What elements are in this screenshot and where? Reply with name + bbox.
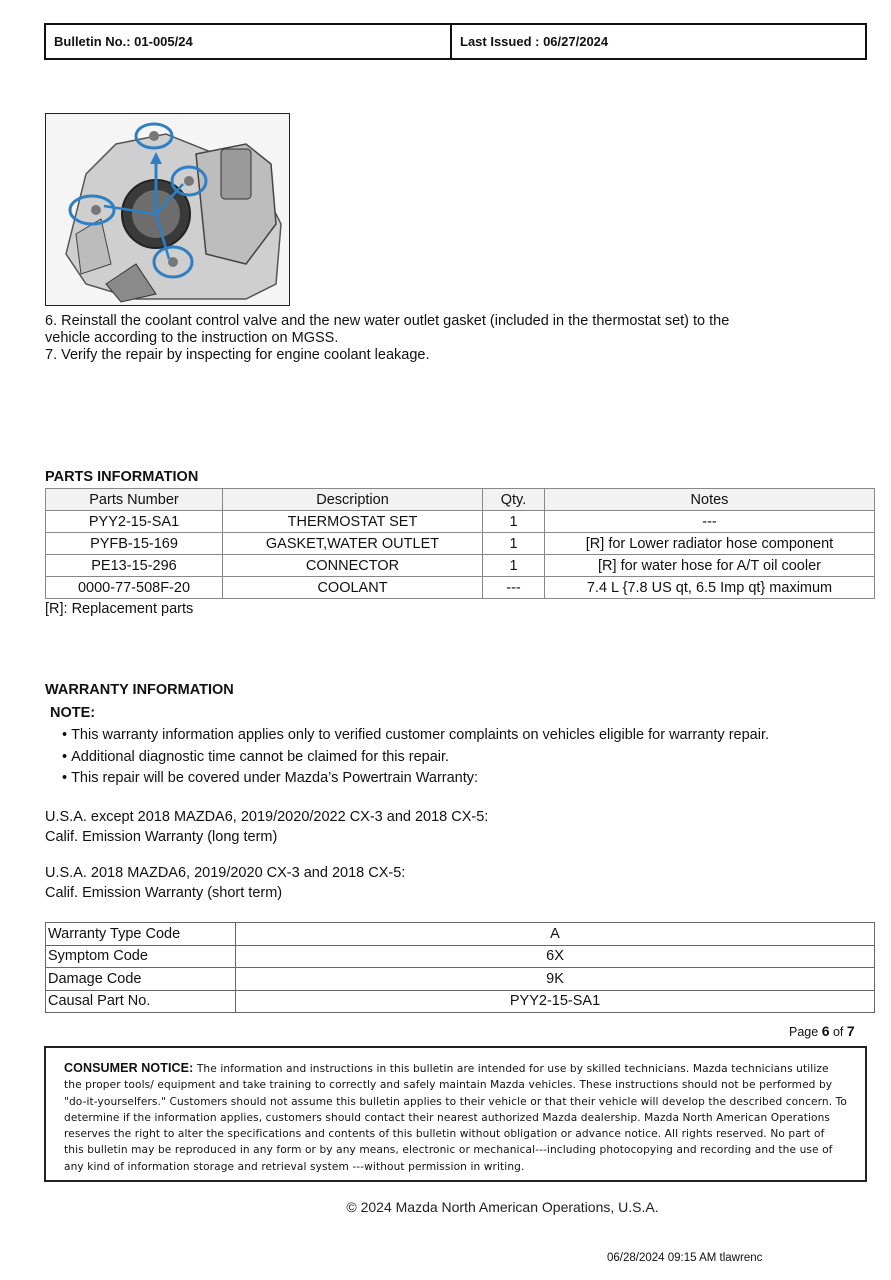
parts-table-header — [46, 489, 875, 511]
part-notes: [R] for Lower radiator hose component — [545, 533, 875, 555]
step-6-line-1: 6. Reinstall the coolant control valve and the new water outlet gasket (included in the thermostat set) to the — [45, 313, 730, 329]
part-number: PYFB-15-169 — [46, 533, 223, 555]
column-header: Qty. — [483, 489, 545, 511]
copyright: © 2024 Mazda North American Operations, U.S.A. — [346, 1199, 659, 1215]
repair-steps — [45, 313, 805, 364]
step-6-line-2: vehicle according to the instruction on MGSS. — [45, 330, 339, 346]
table-row — [46, 533, 875, 555]
consumer-notice-body: The information and instructions in this bulletin are intended for use by skilled technicians. Mazda technicians utilize the proper tools/ equipment and take training to correctly and safely maintain Mazda vehicles. These instructions should not be performed by "do-it-yourselfers." Customers should not assume this bulletin applies to their vehicle or that their vehicle will develop the described concern. To determine if the information applies, customers should contact their nearest authorized Mazda dealership. Mazda North American Operations reserves the right to alter the specifications and contents of this bulletin without obligation or advance notice. All rights reserved. No part of this bulletin may be reproduced in any form or by any means, electronic or mechanical---including photocopying and recording and the use of any kind of information storage and retrieval system ---without permission in writing. — [64, 1063, 847, 1173]
part-notes: --- — [545, 511, 875, 533]
column-header: Parts Number — [46, 489, 223, 511]
warranty-codes-table — [45, 922, 875, 1013]
code-value: 6X — [236, 945, 875, 968]
replacement-parts-footnote: [R]: Replacement parts — [45, 601, 194, 617]
warranty-type: Calif. Emission Warranty (long term) — [45, 828, 278, 845]
parts-information-title: PARTS INFORMATION — [45, 469, 199, 485]
valve-diagram-icon — [46, 114, 290, 306]
warranty-information-title: WARRANTY INFORMATION — [45, 682, 234, 698]
table-row — [46, 923, 875, 946]
warranty-paragraph-short-term — [45, 864, 405, 903]
table-row — [46, 945, 875, 968]
part-qty: 1 — [483, 555, 545, 577]
table-row — [46, 511, 875, 533]
warranty-scope: U.S.A. 2018 MAZDA6, 2019/2020 CX-3 and 2018 CX-5: — [45, 865, 406, 881]
code-label: Warranty Type Code — [46, 923, 236, 946]
last-issued-date: Last Issued : 06/27/2024 — [460, 34, 609, 49]
page-current: 6 — [821, 1023, 830, 1039]
code-label: Causal Part No. — [46, 990, 236, 1013]
part-number: PYY2-15-SA1 — [46, 511, 223, 533]
part-qty: 1 — [483, 511, 545, 533]
part-number: PE13-15-296 — [46, 555, 223, 577]
part-description: THERMOSTAT SET — [223, 511, 483, 533]
page-number — [789, 1023, 855, 1039]
coolant-control-valve-figure — [45, 113, 290, 306]
code-value: A — [236, 923, 875, 946]
page-of: of — [832, 1025, 844, 1039]
part-description: COOLANT — [223, 577, 483, 599]
parts-table — [45, 488, 875, 599]
list-item: • This repair will be covered under Mazda’s Powertrain Warranty: — [62, 768, 769, 790]
page-total: 7 — [846, 1023, 855, 1039]
part-qty: --- — [483, 577, 545, 599]
part-notes: 7.4 L {7.8 US qt, 6.5 Imp qt} maximum — [545, 577, 875, 599]
code-label: Symptom Code — [46, 945, 236, 968]
column-header: Description — [223, 489, 483, 511]
bulletin-header — [44, 23, 867, 60]
code-label: Damage Code — [46, 968, 236, 991]
table-row — [46, 555, 875, 577]
step-7: 7. Verify the repair by inspecting for engine coolant leakage. — [45, 347, 430, 363]
code-value: 9K — [236, 968, 875, 991]
list-item: • Additional diagnostic time cannot be claimed for this repair. — [62, 747, 769, 769]
table-row — [46, 990, 875, 1013]
part-description: CONNECTOR — [223, 555, 483, 577]
consumer-notice — [44, 1046, 867, 1182]
column-header: Notes — [545, 489, 875, 511]
table-row — [46, 968, 875, 991]
table-row — [46, 577, 875, 599]
part-qty: 1 — [483, 533, 545, 555]
list-item: • This warranty information applies only to verified customer complaints on vehicles eligible for warranty repair. — [62, 725, 769, 747]
warranty-scope: U.S.A. except 2018 MAZDA6, 2019/2020/2022 CX-3 and 2018 CX-5: — [45, 809, 489, 825]
part-number: 0000-77-508F-20 — [46, 577, 223, 599]
print-timestamp: 06/28/2024 09:15 AM tlawrenc — [607, 1252, 763, 1264]
warranty-paragraph-long-term — [45, 808, 488, 847]
part-notes: [R] for water hose for A/T oil cooler — [545, 555, 875, 577]
note-label: NOTE: — [50, 705, 96, 721]
consumer-notice-heading: CONSUMER NOTICE: — [64, 1061, 194, 1075]
page-prefix: Page — [789, 1025, 819, 1039]
bulletin-number: Bulletin No.: 01-005/24 — [46, 25, 452, 58]
code-value: PYY2-15-SA1 — [236, 990, 875, 1013]
warranty-type: Calif. Emission Warranty (short term) — [45, 884, 283, 901]
part-description: GASKET,WATER OUTLET — [223, 533, 483, 555]
warranty-notes-list — [62, 725, 769, 790]
